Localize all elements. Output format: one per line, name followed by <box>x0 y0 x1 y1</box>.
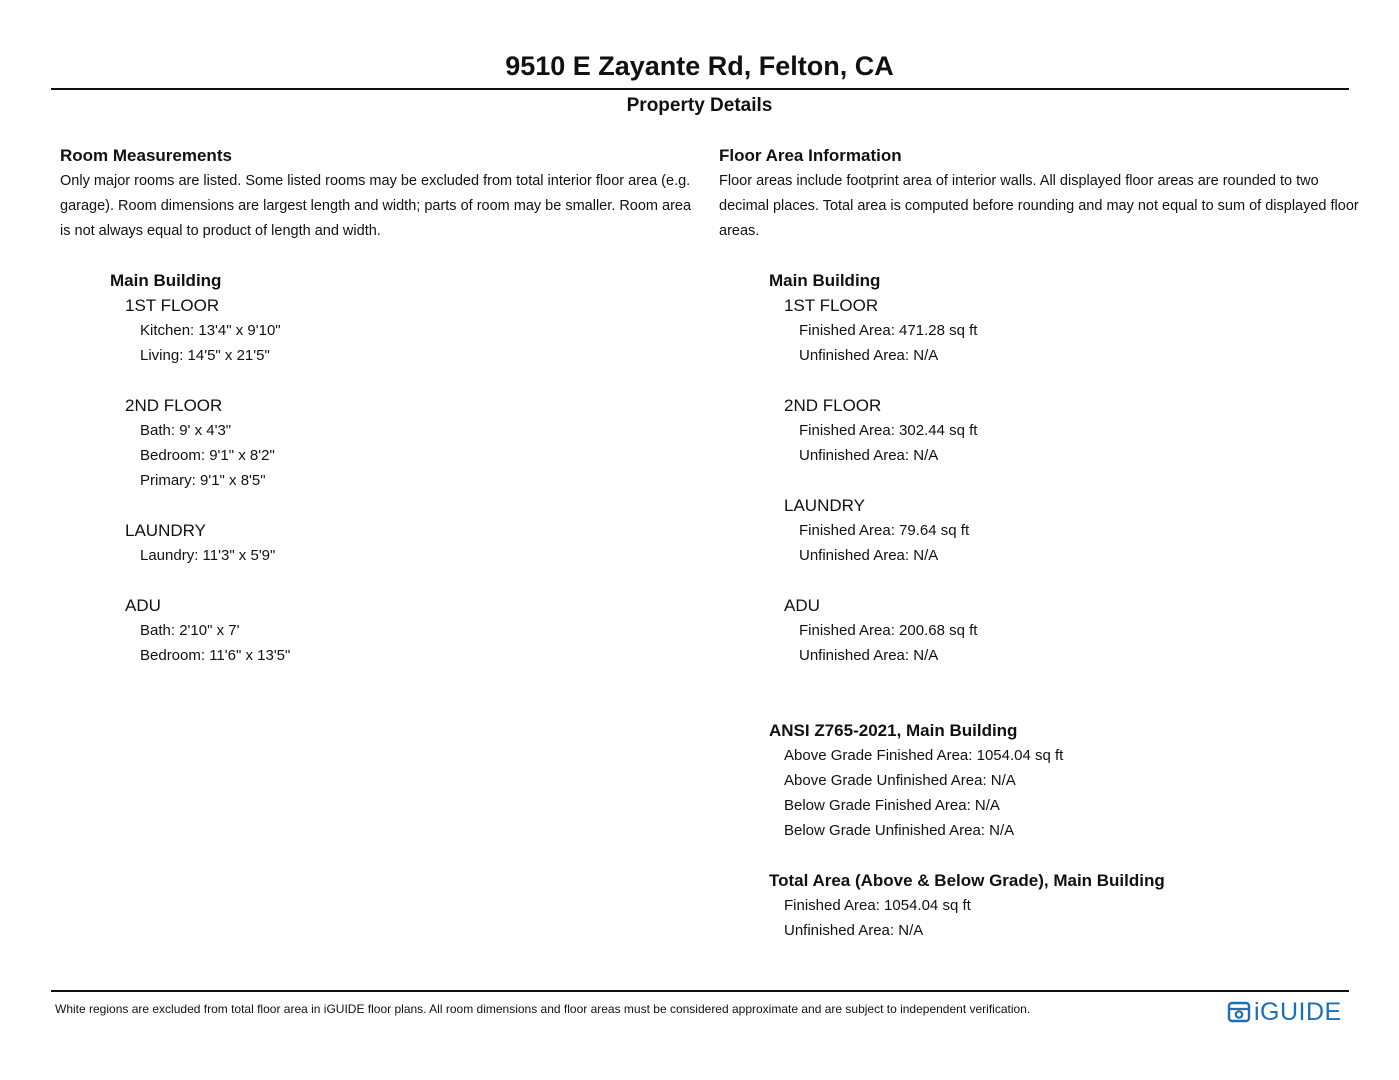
room-group-2nd-floor <box>125 393 700 493</box>
area-group-title: 1ST FLOOR <box>784 296 879 315</box>
area-group-title: ADU <box>784 596 820 615</box>
total-area-item: Unfinished Area: N/A <box>784 922 924 939</box>
ansi-block <box>769 718 1359 843</box>
area-group-title: LAUNDRY <box>784 496 865 515</box>
room-item: Bedroom: 9'1" x 8'2" <box>140 447 275 464</box>
room-item: Living: 14'5" x 21'5" <box>140 347 270 364</box>
area-building-block <box>769 268 1359 668</box>
room-group-title: LAUNDRY <box>125 521 206 540</box>
room-group-laundry <box>125 518 700 568</box>
area-item: Finished Area: 79.64 sq ft <box>799 522 970 539</box>
room-measurements-section <box>60 144 700 668</box>
room-item: Bath: 2'10" x 7' <box>140 622 240 639</box>
room-building-title: Main Building <box>110 271 222 290</box>
iguide-logo-text: iGUIDE <box>1254 998 1342 1026</box>
page-subtitle: Property Details <box>626 95 773 116</box>
iguide-logo <box>1227 996 1342 1028</box>
room-item: Bedroom: 11'6" x 13'5" <box>140 647 291 664</box>
total-area-title: Total Area (Above & Below Grade), Main Building <box>769 871 1165 890</box>
area-group-title: 2ND FLOOR <box>784 396 882 415</box>
total-area-item: Finished Area: 1054.04 sq ft <box>784 897 971 914</box>
total-area-block <box>769 868 1359 943</box>
area-item: Unfinished Area: N/A <box>799 547 939 564</box>
room-group-title: ADU <box>125 596 161 615</box>
ansi-item: Above Grade Unfinished Area: N/A <box>784 772 1016 789</box>
area-item: Finished Area: 302.44 sq ft <box>799 422 978 439</box>
area-group-adu <box>784 593 1359 668</box>
room-item: Kitchen: 13'4" x 9'10" <box>140 322 281 339</box>
ansi-item: Below Grade Finished Area: N/A <box>784 797 1000 814</box>
room-item: Primary: 9'1" x 8'5" <box>140 472 266 489</box>
area-item: Unfinished Area: N/A <box>799 347 939 364</box>
area-building-title: Main Building <box>769 271 881 290</box>
area-group-1st-floor <box>784 293 1359 368</box>
room-measurements-description: Only major rooms are listed. Some listed rooms may be excluded from total interior floor area (e.g. garage). Room dimensions are largest length and width; parts of room may be smaller. Room area is not always equal to product of length and width. <box>60 173 692 239</box>
floor-area-section <box>719 144 1359 943</box>
area-item: Unfinished Area: N/A <box>799 647 939 664</box>
ansi-title: ANSI Z765-2021, Main Building <box>769 721 1018 740</box>
floor-area-description: Floor areas include footprint area of interior walls. All displayed floor areas are rounded to two decimal places. Total area is computed before rounding and may not equal to sum of displayed floor areas. <box>719 173 1359 239</box>
area-item: Finished Area: 200.68 sq ft <box>799 622 978 639</box>
footer-divider <box>51 990 1349 992</box>
room-group-title: 2ND FLOOR <box>125 396 223 415</box>
room-measurements-title: Room Measurements <box>60 146 232 165</box>
footer-disclaimer: White regions are excluded from total floor area in iGUIDE floor plans. All room dimensions and floor areas must be considered approximate and are subject to independent verification. <box>55 1002 1031 1016</box>
room-building-block <box>110 268 700 668</box>
room-item: Laundry: 11'3" x 5'9" <box>140 547 276 564</box>
room-group-title: 1ST FLOOR <box>125 296 220 315</box>
room-group-1st-floor <box>125 293 700 368</box>
iguide-logo-icon <box>1227 1000 1251 1024</box>
room-group-adu <box>125 593 700 668</box>
ansi-item: Above Grade Finished Area: 1054.04 sq ft <box>784 747 1064 764</box>
area-group-laundry <box>784 493 1359 568</box>
ansi-item: Below Grade Unfinished Area: N/A <box>784 822 1015 839</box>
page-title: 9510 E Zayante Rd, Felton, CA <box>505 51 894 81</box>
floor-area-title: Floor Area Information <box>719 146 902 165</box>
header-divider <box>51 88 1349 90</box>
area-item: Finished Area: 471.28 sq ft <box>799 322 978 339</box>
area-item: Unfinished Area: N/A <box>799 447 939 464</box>
area-group-2nd-floor <box>784 393 1359 468</box>
room-item: Bath: 9' x 4'3" <box>140 422 232 439</box>
